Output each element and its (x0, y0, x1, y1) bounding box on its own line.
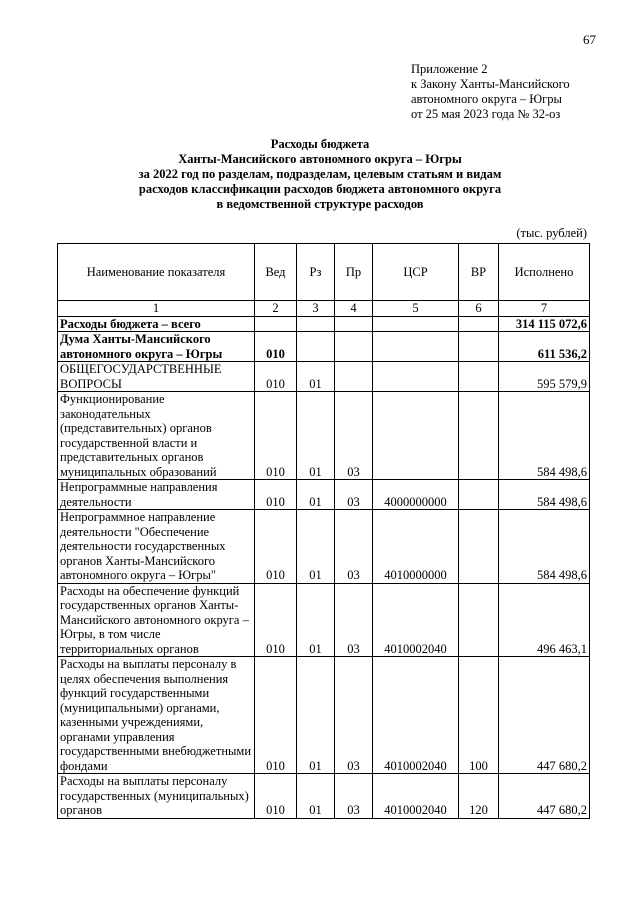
appendix-line: от 25 мая 2023 года № 32-оз (411, 107, 561, 121)
table-header-row (58, 244, 590, 301)
table-row (58, 316, 590, 332)
unit-label: (тыс. рублей) (516, 226, 587, 240)
header-ved: Вед (255, 244, 297, 301)
table-row (58, 510, 590, 584)
row-pr: 03 (335, 657, 373, 774)
row-amount: 314 115 072,6 (499, 316, 590, 332)
column-number: 6 (459, 301, 499, 317)
title-line: Ханты-Мансийского автономного округа – Югры (178, 152, 462, 166)
row-rz: 01 (297, 657, 335, 774)
row-pr (335, 362, 373, 392)
row-name: Расходы бюджета – всего (58, 316, 255, 332)
row-pr: 03 (335, 480, 373, 510)
column-number-row (58, 301, 590, 317)
row-rz: 01 (297, 510, 335, 584)
row-ved: 010 (255, 362, 297, 392)
row-amount: 584 498,6 (499, 480, 590, 510)
row-ved (255, 316, 297, 332)
row-vr (459, 316, 499, 332)
row-ved: 010 (255, 480, 297, 510)
table-row (58, 774, 590, 819)
header-csr: ЦСР (373, 244, 459, 301)
row-ved: 010 (255, 332, 297, 362)
table-row (58, 362, 590, 392)
row-csr (373, 362, 459, 392)
row-vr (459, 510, 499, 584)
document-title (0, 137, 640, 212)
budget-table (57, 243, 590, 819)
table-row (58, 657, 590, 774)
row-amount: 496 463,1 (499, 583, 590, 657)
title-line: за 2022 год по разделам, подразделам, целевым статьям и видам (138, 167, 502, 181)
row-amount: 584 498,6 (499, 510, 590, 584)
appendix-note (411, 62, 570, 122)
page-number: 67 (583, 32, 596, 47)
row-ved: 010 (255, 657, 297, 774)
row-vr (459, 332, 499, 362)
row-ved: 010 (255, 392, 297, 480)
row-pr (335, 316, 373, 332)
title-line: расходов классификации расходов бюджета автономного округа (138, 182, 502, 196)
row-rz: 01 (297, 362, 335, 392)
row-ved: 010 (255, 774, 297, 819)
row-vr (459, 362, 499, 392)
row-csr: 4010002040 (373, 583, 459, 657)
row-csr: 4010000000 (373, 510, 459, 584)
row-pr: 03 (335, 583, 373, 657)
row-rz: 01 (297, 583, 335, 657)
table-row (58, 480, 590, 510)
row-vr (459, 583, 499, 657)
row-csr (373, 392, 459, 480)
row-name: Функционирование законодательных (представительных) органов государственной власти и представительных органов муниципальных образований (58, 392, 255, 480)
column-number: 1 (58, 301, 255, 317)
row-vr: 120 (459, 774, 499, 819)
row-amount: 447 680,2 (499, 774, 590, 819)
row-pr (335, 332, 373, 362)
title-line: в ведомственной структуре расходов (216, 197, 424, 211)
row-pr: 03 (335, 392, 373, 480)
row-vr: 100 (459, 657, 499, 774)
row-csr (373, 316, 459, 332)
column-number: 7 (499, 301, 590, 317)
appendix-line: автономного округа – Югры (411, 92, 562, 106)
header-rz: Рз (297, 244, 335, 301)
row-amount: 447 680,2 (499, 657, 590, 774)
appendix-line: к Закону Ханты-Мансийского (411, 77, 570, 91)
header-amount: Исполнено (499, 244, 590, 301)
row-name: Непрограммное направление деятельности "Обеспечение деятельности государственных органов Ханты-Мансийского автономного округа – Югры" (58, 510, 255, 584)
row-rz: 01 (297, 774, 335, 819)
row-rz (297, 332, 335, 362)
title-line: Расходы бюджета (270, 137, 370, 151)
row-rz: 01 (297, 480, 335, 510)
column-number: 4 (335, 301, 373, 317)
header-name: Наименование показателя (58, 244, 255, 301)
row-csr: 4000000000 (373, 480, 459, 510)
row-rz: 01 (297, 392, 335, 480)
column-number: 3 (297, 301, 335, 317)
row-vr (459, 480, 499, 510)
row-name: Расходы на обеспечение функций государственных органов Ханты-Мансийского автономного округа – Югры, в том числе территориальных органов (58, 583, 255, 657)
table-row (58, 332, 590, 362)
column-number: 5 (373, 301, 459, 317)
row-name: Непрограммные направления деятельности (58, 480, 255, 510)
row-name: Расходы на выплаты персоналу в целях обеспечения выполнения функций государственными (муниципальными) органами, казенными учреждениями, органами управления государственными внебюджетными фондами (58, 657, 255, 774)
row-csr: 4010002040 (373, 774, 459, 819)
row-rz (297, 316, 335, 332)
row-name: Расходы на выплаты персоналу государственных (муниципальных) органов (58, 774, 255, 819)
column-number: 2 (255, 301, 297, 317)
row-amount: 584 498,6 (499, 392, 590, 480)
header-pr: Пр (335, 244, 373, 301)
table-row (58, 392, 590, 480)
header-vr: ВР (459, 244, 499, 301)
row-csr: 4010002040 (373, 657, 459, 774)
appendix-line: Приложение 2 (411, 62, 488, 76)
row-name: ОБЩЕГОСУДАРСТВЕННЫЕ ВОПРОСЫ (58, 362, 255, 392)
row-pr: 03 (335, 510, 373, 584)
row-name: Дума Ханты-Мансийского автономного округа – Югры (58, 332, 255, 362)
table-row (58, 583, 590, 657)
row-pr: 03 (335, 774, 373, 819)
row-ved: 010 (255, 510, 297, 584)
row-vr (459, 392, 499, 480)
row-csr (373, 332, 459, 362)
row-amount: 611 536,2 (499, 332, 590, 362)
row-ved: 010 (255, 583, 297, 657)
row-amount: 595 579,9 (499, 362, 590, 392)
